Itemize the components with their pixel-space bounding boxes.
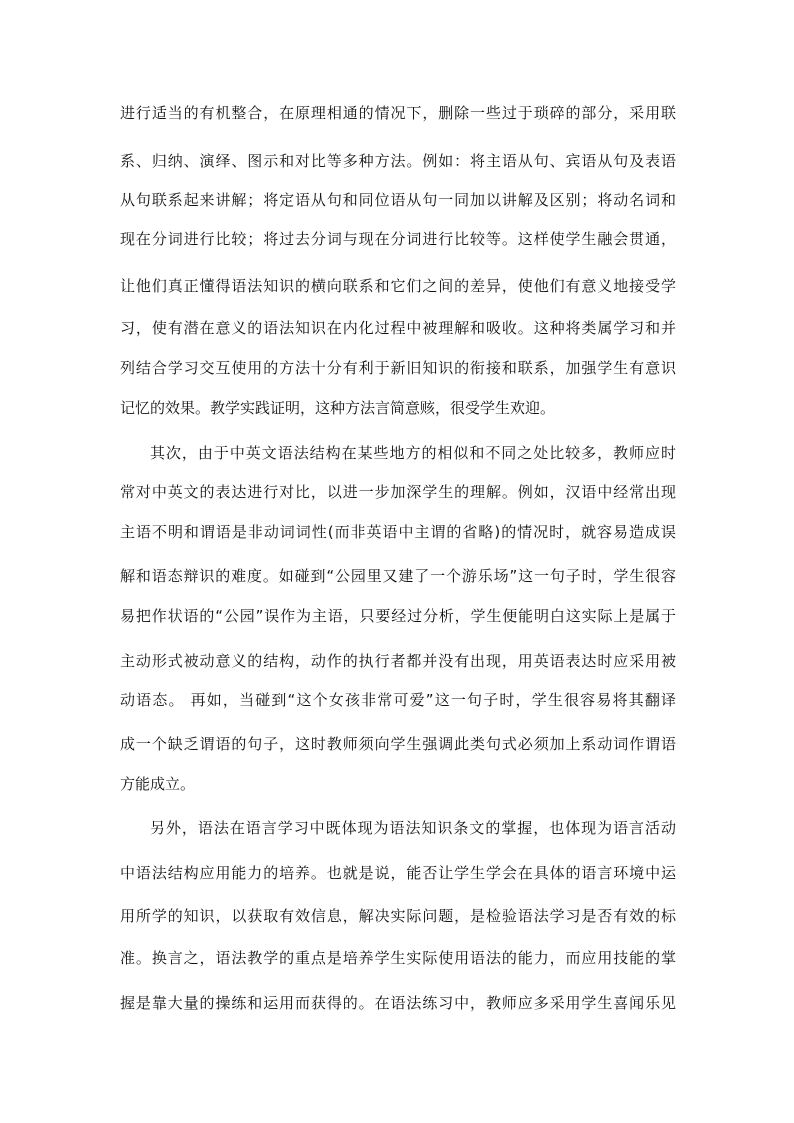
text-line: 记忆的效果。教学实践证明，这种方法言简意赅，很受学生欢迎。 [120, 399, 556, 417]
text-line: 列结合学习交互使用的方法十分有利于新旧知识的衔接和联系，加强学生有意识 [120, 359, 676, 377]
text-line: 主动形式被动意义的结构，动作的执行者都并没有出现，用英语表达时应采用被 [120, 652, 676, 670]
text-line: 习，使有潜在意义的语法知识在内化过程中被理解和吸收。这种将类属学习和并 [120, 319, 676, 337]
text-line: 主语不明和谓语是非动词词性(而非英语中主谓的省略)的情况时，就容易造成误 [120, 523, 676, 541]
text-line: 方能成立。 [120, 775, 196, 793]
text-line: 其次，由于中英文语法结构在某些地方的相似和不同之处比较多，教师应时 [150, 444, 676, 462]
text-line: 动语态。 再如，当碰到“这个女孩非常可爱”这一句子时，学生很容易将其翻译 [120, 691, 676, 709]
text-line: 用所学的知识，以获取有效信息，解决实际问题，是检验语法学习是否有效的标 [120, 907, 676, 925]
text-line: 握是靠大量的操练和运用而获得的。在语法练习中，教师应多采用学生喜闻乐见 [120, 994, 676, 1012]
text-line: 常对中英文的表达进行对比，以进一步加深学生的理解。例如，汉语中经常出现 [120, 483, 676, 501]
text-line: 进行适当的有机整合，在原理相通的情况下，删除一些过于琐碎的部分，采用联 [120, 104, 676, 122]
text-line: 从句联系起来讲解；将定语从句和同位语从句一同加以讲解及区别；将动名词和 [120, 191, 676, 209]
text-line: 中语法结构应用能力的培养。也就是说，能否让学生学会在具体的语言环境中运 [120, 864, 676, 882]
text-line: 现在分词进行比较；将过去分词与现在分词进行比较等。这样使学生融会贯通， [120, 230, 676, 248]
text-line: 解和语态辩识的难度。如碰到“公园里又建了一个游乐场”这一句子时，学生很容 [120, 567, 676, 585]
text-line: 成一个缺乏谓语的句子，这时教师须向学生强调此类句式必须加上系动词作谓语 [120, 735, 676, 753]
text-line: 易把作状语的“公园”误作为主语，只要经过分析，学生便能明白这实际上是属于 [120, 607, 676, 625]
text-line: 另外，语法在语言学习中既体现为语法知识条文的掌握，也体现为语言活动 [150, 819, 676, 837]
text-line: 系、归纳、演绎、图示和对比等多种方法。例如：将主语从句、宾语从句及表语 [120, 152, 676, 170]
text-line: 准。换言之，语法教学的重点是培养学生实际使用语法的能力，而应用技能的掌 [120, 949, 676, 967]
text-line: 让他们真正懂得语法知识的横向联系和它们之间的差异，使他们有意义地接受学 [120, 277, 676, 295]
